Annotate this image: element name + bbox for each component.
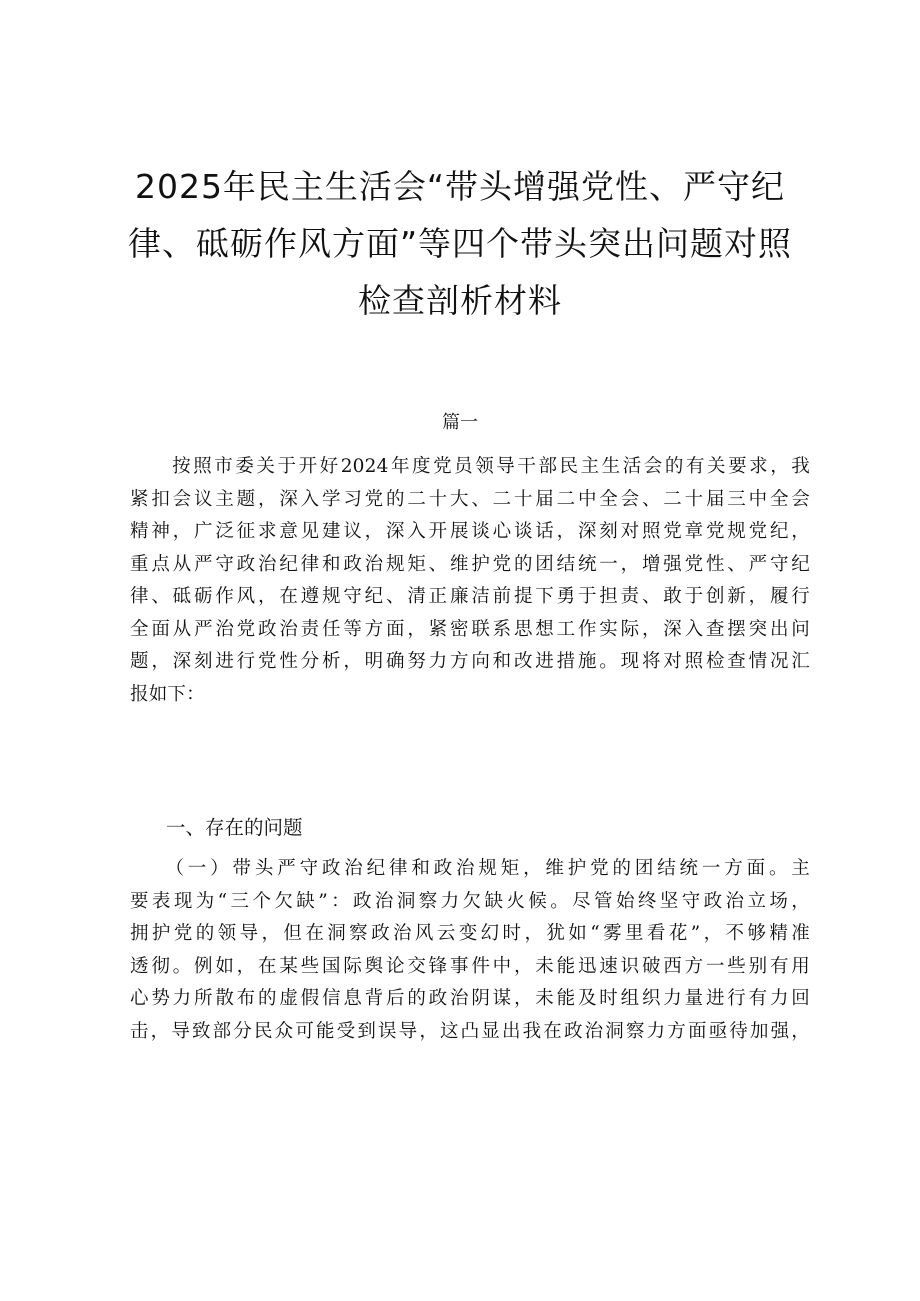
problem-paragraph (130, 853, 810, 1048)
paragraph-line: 律、砥砺作风，在遵规守纪、清正廉洁前提下勇于担责、敢于创新，履行 (130, 586, 810, 607)
paragraph-line: 透彻。例如，在某些国际舆论交锋事件中，未能迅速识破西方一些别有用 (130, 955, 810, 977)
paragraph-line: 按照市委关于开好2024年度党员领导干部民主生活会的有关要求，我 (130, 456, 810, 477)
paragraph-line: 拥护党的领导，但在洞察政治风云变幻时，犹如“雾里看花”，不够精准 (130, 923, 810, 944)
paragraph-line: 精神，广泛征求意见建议，深入开展谈心谈话，深刻对照党章党规党纪， (130, 521, 810, 542)
paragraph-line: 重点从严守政治纪律和政治规矩、维护党的团结统一，增强党性、严守纪 (130, 553, 810, 575)
intro-paragraph (130, 451, 810, 711)
paragraph-line: 紧扣会议主题，深入学习党的二十大、二十届二中全会、二十届三中全会 (130, 488, 810, 510)
title-line: 律、砥砺作风方面”等四个带头突出问题对照 (127, 224, 793, 263)
paragraph-line: 击，导致部分民众可能受到误导，这凸显出我在政治洞察力方面亟待加强， (130, 1020, 810, 1042)
paragraph-line: 报如下： (130, 683, 205, 705)
title-line: 2025年民主生活会“带头增强党性、严守纪 (134, 167, 786, 206)
paragraph-line: 心势力所散布的虚假信息背后的政治阴谋，未能及时组织力量进行有力回 (130, 988, 810, 1009)
section-label: 篇一 (442, 412, 478, 433)
section-heading: 一、存在的问题 (166, 816, 303, 839)
paragraph-line: （一）带头严守政治纪律和政治规矩，维护党的团结统一方面。主 (130, 858, 810, 879)
paragraph-line: 全面从严治党政治责任等方面，紧密联系思想工作实际，深入查摆突出问 (130, 618, 810, 640)
paragraph-line: 题，深刻进行党性分析，明确努力方向和改进措施。现将对照检查情况汇 (130, 651, 810, 672)
title-line: 检查剖析材料 (358, 281, 562, 320)
document-title (100, 158, 820, 329)
paragraph-line: 要表现为“三个欠缺”：政治洞察力欠缺火候。尽管始终坚守政治立场， (130, 890, 810, 912)
